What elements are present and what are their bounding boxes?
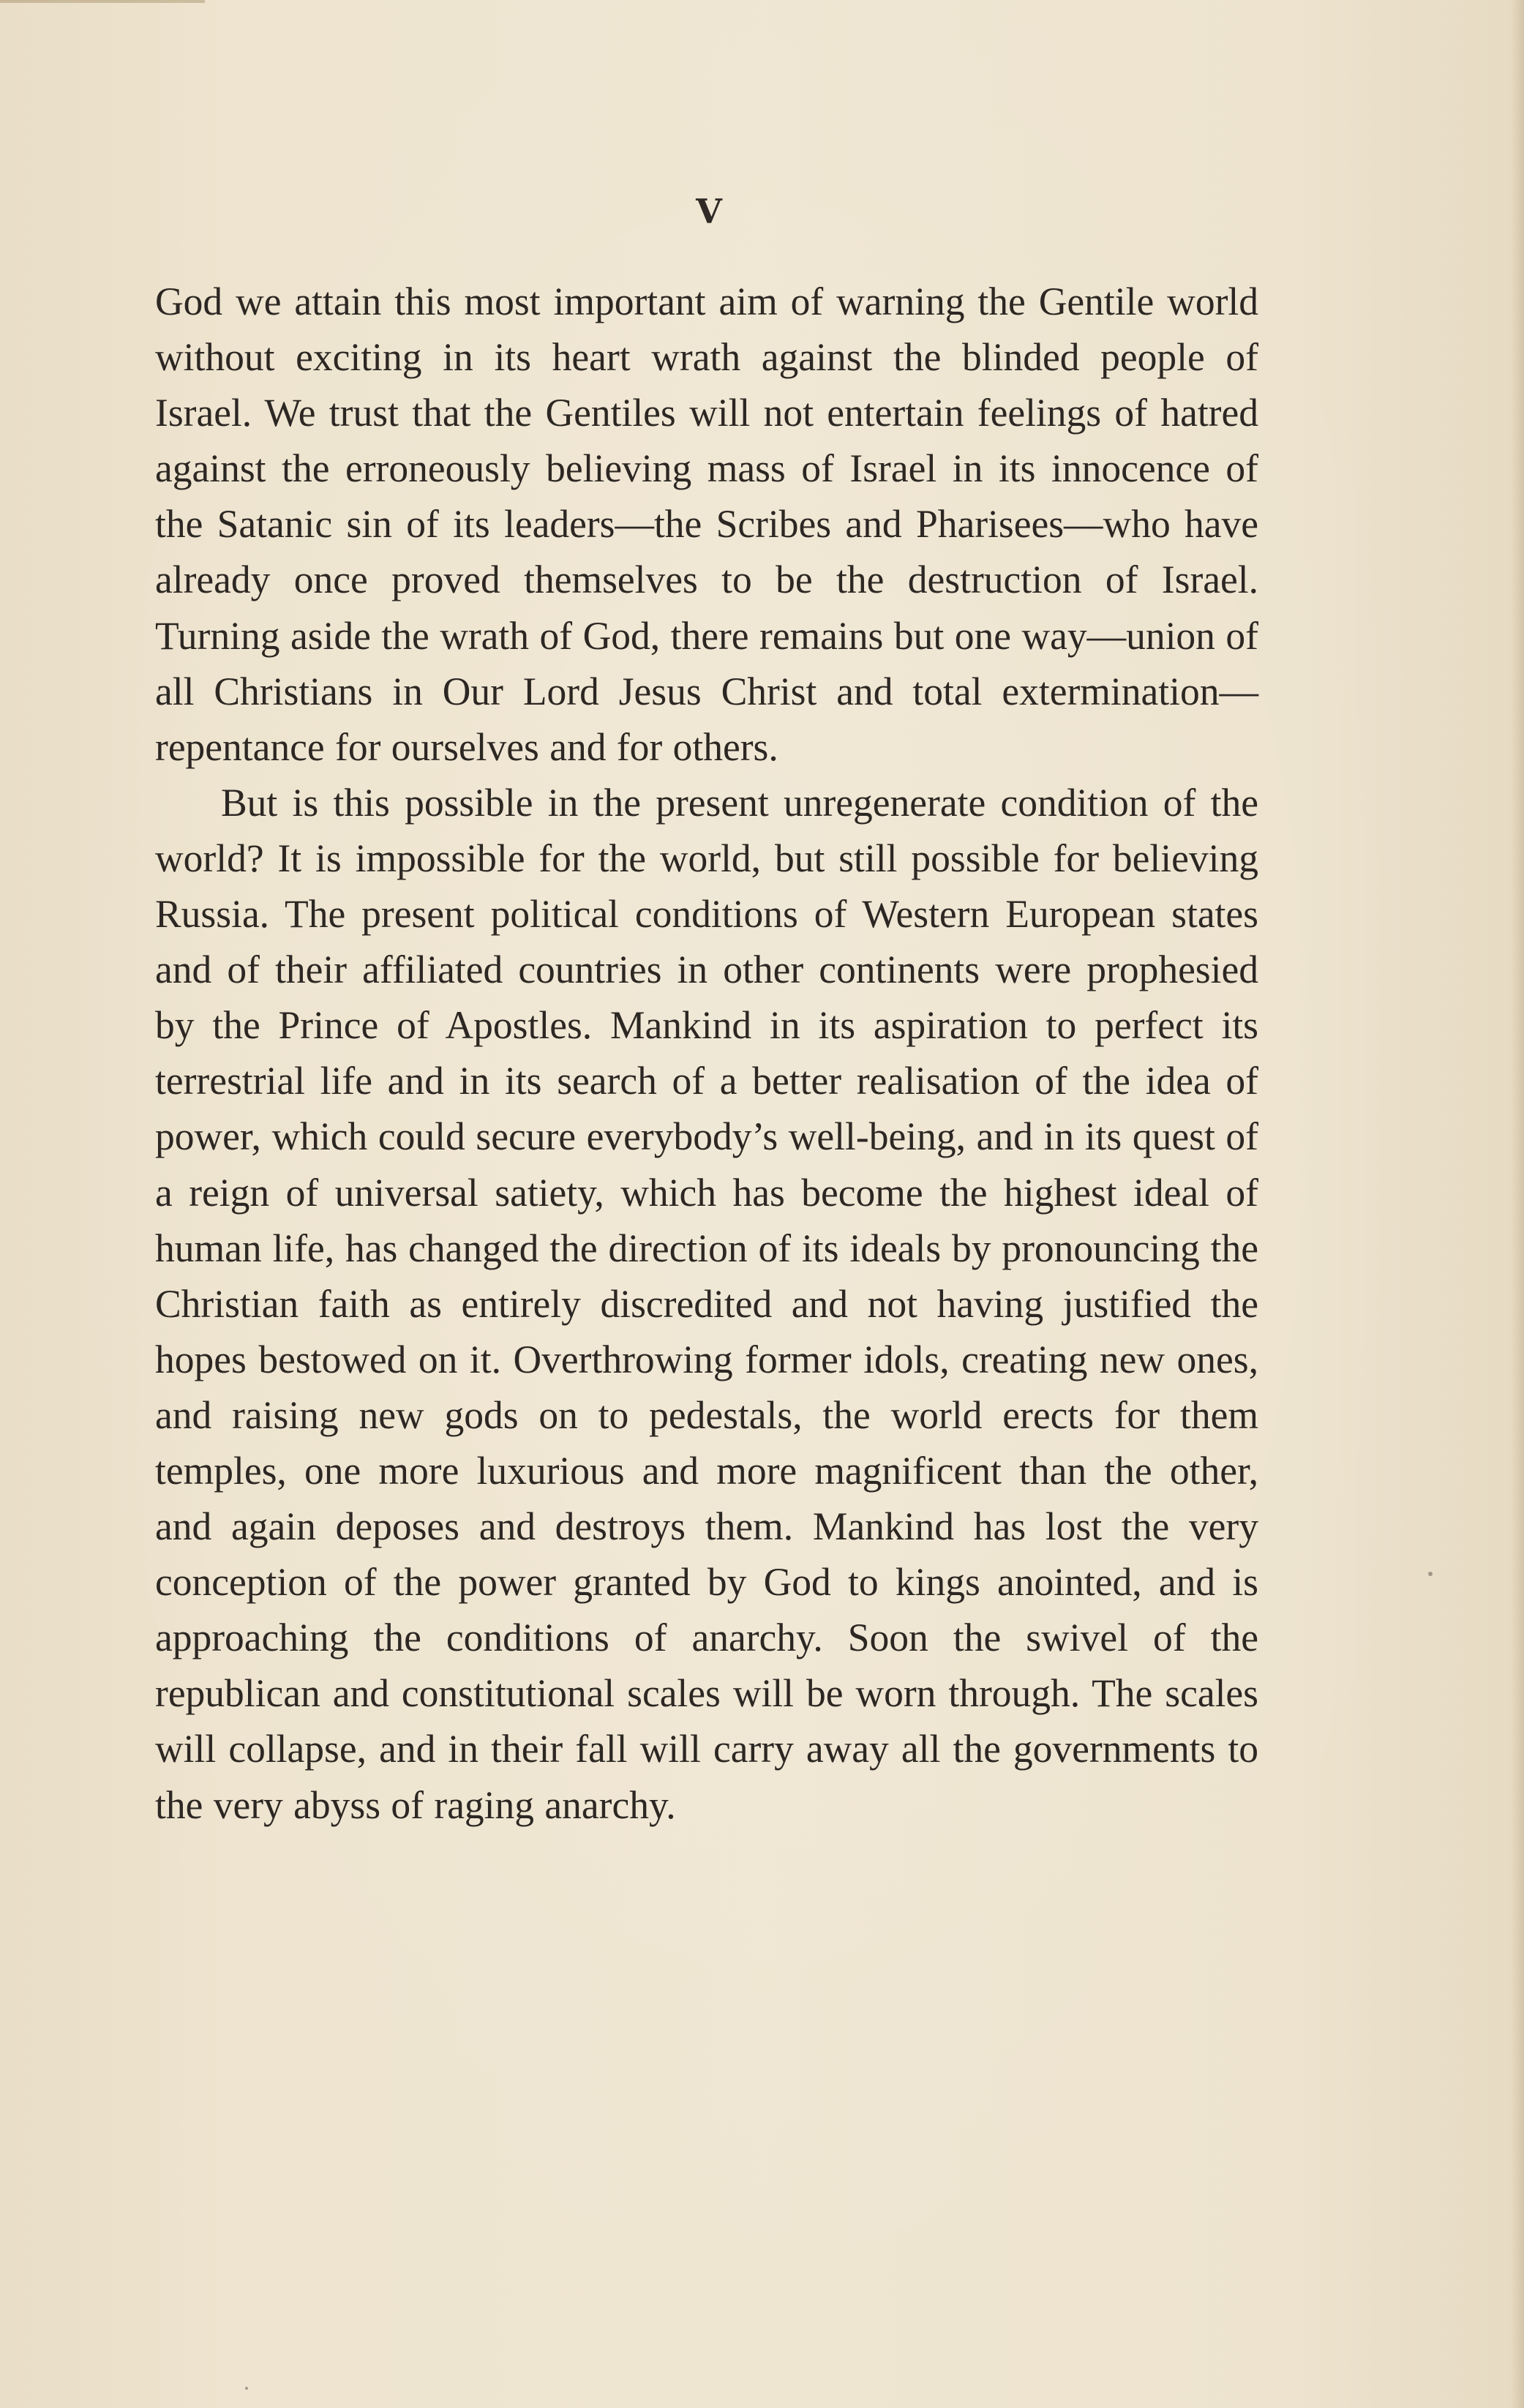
paper-speck (245, 2387, 248, 2390)
paper-speck (1428, 1572, 1433, 1576)
body-text (155, 274, 1258, 1833)
paragraph-1: God we attain this most important aim of warning the Gentile world without exciting in its heart wrath against the blinded people of Israel. We trust that the Gentiles will not entertain feelings of hatred against the erroneously believing mass of Israel in its innocence of the Satanic sin of its leaders—the Scribes and Pharisees—who have already once proved themselves to be the destruction of Israel. Turning aside the wrath of God, there remains but one way—union of all Christians in Our Lord Jesus Christ and total extermination—repentance for ourselves and for others. (155, 280, 1258, 769)
page-number: V (696, 192, 724, 231)
page-edge-right (1511, 0, 1524, 2408)
page-edge-top (0, 0, 205, 3)
paragraph-2: But is this possible in the present unregenerate condition of the world? It is impossible for the world, but still possible for believing Russia. The present political conditions of Western European states and of their affiliated countries in other continents were prophesied by the Prince of Apostles. Mankind in its aspiration to perfect its terrestrial life and in its search of a better realisation of the idea of power, which could secure everybody’s well-being, and in its quest of a reign of universal satiety, which has become the highest ideal of human life, has changed the direction of its ideals by pronouncing the Christian faith as entirely discredited and not having justified the hopes bestowed on it. Overthrowing former idols, creating new ones, and raising new gods on to pedestals, the world erects for them temples, one more luxurious and more magnificent than the other, and again deposes and destroys them. Mankind has lost the very conception of the power granted by God to kings anointed, and is approaching the conditions of anarchy. Soon the swivel of the republican and constitutional scales will be worn through. The scales will collapse, and in their fall will carry away all the governments to the very abyss of raging anarchy. (155, 780, 1258, 1827)
